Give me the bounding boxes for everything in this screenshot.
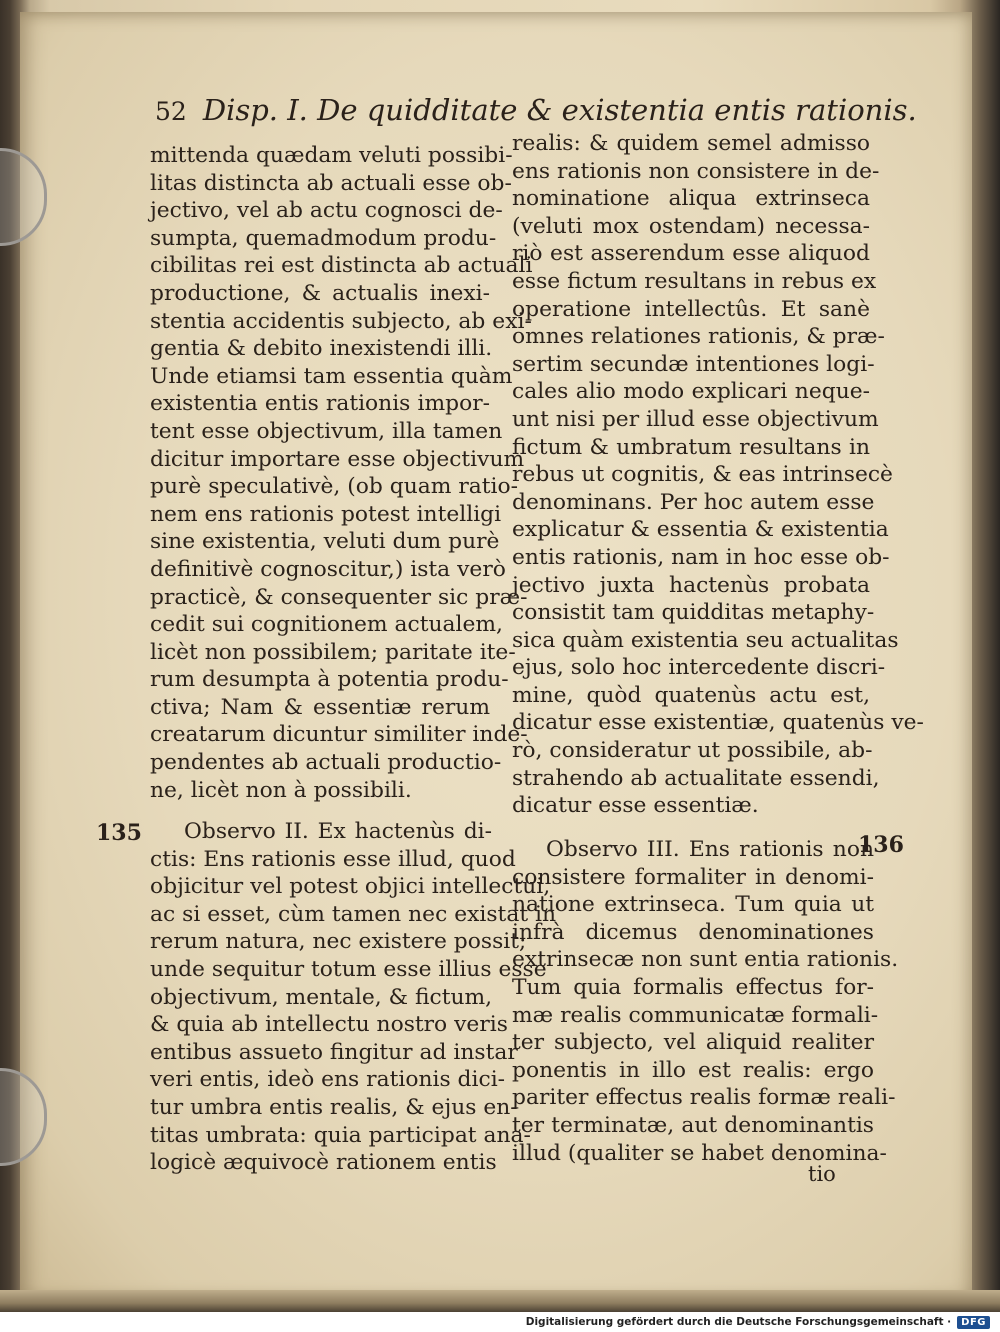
text-line: sertim secundæ intentiones logi- [512,351,875,377]
text-line: cales alio modo explicari neque- [512,379,870,405]
text-line: ens rationis non consistere in de- [512,158,880,184]
right-column [512,130,924,820]
text-line: gentia & debito inexistendi illi. [150,336,493,362]
text-line: (veluti mox ostendam) necessa- [512,213,870,239]
text-line: unt nisi per illud esse objectivum [512,406,879,432]
text-line: sumpta, quemadmodum produ- [150,225,497,251]
text-line: entis rationis, nam in hoc esse ob- [512,544,890,570]
text-line: objectivum, mentale, & fictum, [150,984,493,1010]
text-line: Tum quia formalis effectus for- [512,974,874,1000]
catchword: tio [808,1162,836,1186]
text-line: sica quàm existentia seu actualitas [512,627,899,653]
text-line: Observo III. Ens rationis non [546,837,874,862]
text-line: omnes relationes rationis, & præ- [512,324,885,350]
text-line: esse fictum resultans in rebus ex [512,268,877,294]
text-line: denominans. Per hoc autem esse [512,489,875,515]
text-line: extrinsecæ non sunt entia rationis. [512,947,899,973]
text-line: mittenda quædam veluti possibi- [150,143,513,168]
text-line: consistere formaliter in denomi- [512,864,874,890]
text-line: rum desumpta à potentia produ- [150,667,509,693]
text-line: infrà dicemus denominationes [512,919,874,945]
text-line: rò, consideratur ut possibile, ab- [512,738,873,764]
text-line: consistit tam quidditas metaphy- [512,600,875,626]
text-line: pendentes ab actuali productio- [150,750,502,776]
text-line: stentia accidentis subjecto, ab exi- [150,308,532,334]
text-line: Unde etiamsi tam essentia quàm [150,363,513,389]
text-line: ctis: Ens rationis esse illud, quod [150,846,516,872]
text-line: ac si esset, cùm tamen nec existat in [150,901,557,927]
text-line: logicè æquivocè rationem entis [150,1150,497,1176]
text-line: unde sequitur totum esse illius esse [150,956,547,982]
text-line: explicatur & essentia & existentia [512,517,889,543]
text-line: veri entis, ideò ens rationis dici- [150,1067,506,1093]
text-line: ter subjecto, vel aliquid realiter [512,1030,874,1056]
text-line: litas distincta ab actuali esse ob- [150,170,512,196]
text-line: creatarum dicuntur similiter inde- [150,722,528,748]
text-line: definitivè cognoscitur,) ista verò [150,556,506,582]
text-line: operatione intellectûs. Et sanè [512,296,870,322]
footer-bar [0,1312,1000,1332]
text-line: tent esse objectivum, illa tamen [150,418,503,444]
text-line: jectivo juxta hactenùs probata [512,572,870,598]
text-line: titas umbrata: quia participat ana- [150,1122,531,1148]
text-line: ejus, solo hoc intercedente discri- [512,655,886,681]
text-line: jectivo, vel ab actu cognosci de- [150,198,503,224]
text-line: rerum natura, nec existere possit; [150,929,527,955]
observo-2-paragraph [150,818,557,1177]
funding-credit: Digitalisierung gefördert durch die Deutsche Forschungsgemeinschaft · [525,1316,952,1328]
text-line: licèt non possibilem; paritate ite- [150,639,516,665]
text-line: dicitur importare esse objectivum [150,446,525,472]
text-line: mæ realis communicatæ formali- [512,1002,879,1028]
margin-number-136: 136 [858,832,904,858]
text-line: ne, licèt non à possibili. [150,777,412,803]
text-line: entibus assueto fingitur ad instar [150,1039,518,1065]
margin-number-135: 135 [96,820,142,846]
text-line: ponentis in illo est realis: ergo [512,1057,874,1083]
text-line: ter terminatæ, aut denominantis [512,1112,874,1138]
text-line: pariter effectus realis formæ reali- [512,1085,896,1111]
text-line: Observo II. Ex hactenùs di- [184,819,492,844]
text-line: sine existentia, veluti dum purè [150,529,500,555]
text-line: existentia entis rationis impor- [150,391,490,417]
book-edge [0,1290,1000,1312]
text-line: practicè, & consequenter sic præ- [150,584,528,610]
text-line: purè speculativè, (ob quam ratio- [150,474,519,500]
text-line: cibilitas rei est distincta ab actuali [150,253,533,279]
text-line: dicatur esse existentiæ, quatenùs ve- [512,710,924,736]
text-line: nominatione aliqua extrinseca [512,186,870,212]
text-line: illud (qualiter se habet denomina- [512,1140,887,1166]
text-line: realis: & quidem semel admisso [512,131,870,156]
text-line: ctiva; Nam & essentiæ rerum [150,694,490,720]
text-line: cedit sui cognitionem actualem, [150,612,503,638]
text-line: riò est asserendum esse aliquod [512,241,870,267]
text-line: tur umbra entis realis, & ejus en- [150,1094,518,1120]
running-head-title: Disp. I. De quidditate & existentia entis rationis. [202,93,917,127]
text-line: fictum & umbratum resultans in [512,434,870,460]
text-line: dicatur esse essentiæ. [512,793,759,819]
page-number: 52 [155,97,187,126]
text-line: nem ens rationis potest intelligi [150,501,502,527]
text-line: productione, & actualis inexi- [150,280,490,306]
text-line: strahendo ab actualitate essendi, [512,765,880,791]
left-column [150,142,533,804]
text-line: mine, quòd quatenùs actu est, [512,682,870,708]
text-line: rebus ut cognitis, & eas intrinsecè [512,462,893,488]
text-line: & quia ab intellectu nostro veris [150,1012,508,1038]
dfg-logo-icon: DFG [957,1316,990,1329]
text-line: objicitur vel potest objici intellectui, [150,874,551,900]
text-line: natione extrinseca. Tum quia ut [512,892,874,918]
